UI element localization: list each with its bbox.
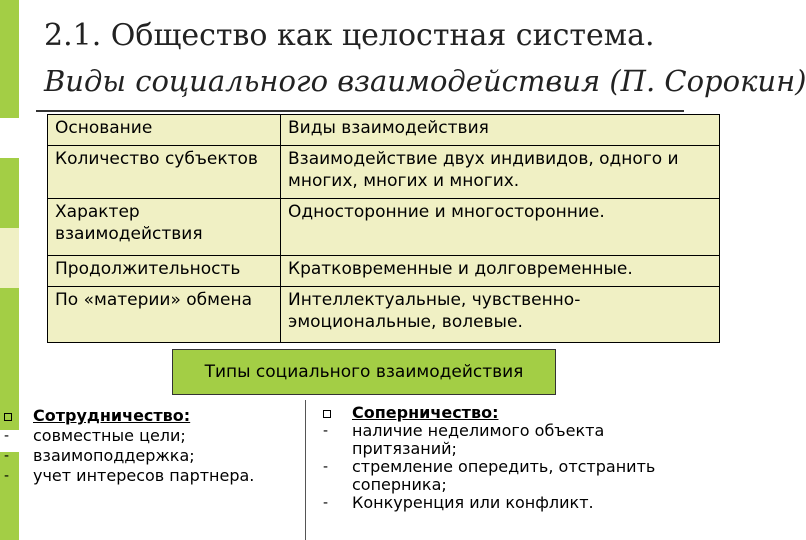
sidebar-block	[0, 118, 19, 158]
list-item	[323, 422, 693, 458]
square-bullet-icon	[4, 406, 24, 426]
dash-bullet-icon: -	[323, 459, 329, 475]
dash-bullet-icon: -	[4, 448, 10, 464]
list-item-text: наличие неделимого объекта притязаний;	[352, 421, 605, 458]
sidebar-block	[0, 228, 19, 288]
interaction-table	[47, 114, 720, 343]
list-item-text: взаимоподдержка;	[33, 446, 195, 465]
list-heading	[323, 404, 693, 422]
table-row	[48, 146, 720, 199]
list-item	[323, 494, 693, 512]
list-item	[4, 426, 300, 446]
table-cell-types: Взаимодействие двух индивидов, одного и многих, многих и многих.	[281, 146, 720, 199]
title-divider	[36, 110, 684, 112]
table-cell-basis: По «материи» обмена	[48, 287, 281, 343]
list-item	[323, 458, 693, 494]
table-cell-types: Односторонние и многосторонние.	[281, 199, 720, 256]
column-divider	[305, 400, 306, 540]
cooperation-column	[4, 406, 300, 486]
table-row	[48, 287, 720, 343]
table-cell-types: Интеллектуальные, чувственно-эмоциональные, волевые.	[281, 287, 720, 343]
list-item	[4, 466, 300, 486]
table-header-cell: Основание	[48, 115, 281, 146]
types-banner-label: Типы социального взаимодействия	[204, 362, 524, 382]
sidebar-block	[0, 288, 19, 393]
table-cell-types: Кратковременные и долговременные.	[281, 256, 720, 287]
rivalry-column	[323, 404, 693, 512]
list-item-text: стремление опередить, отстранить соперника;	[352, 457, 656, 494]
dash-bullet-icon: -	[323, 423, 329, 439]
sidebar-block	[0, 0, 19, 118]
rivalry-heading: Соперничество:	[352, 403, 499, 422]
page-subtitle: Виды социального взаимодействия (П. Сорокин)	[44, 64, 806, 98]
list-item-text: Конкуренция или конфликт.	[352, 493, 594, 512]
page-title: 2.1. Общество как целостная система.	[44, 18, 655, 53]
sidebar-block	[0, 158, 19, 228]
dash-bullet-icon: -	[323, 495, 329, 511]
dash-bullet-icon: -	[4, 468, 10, 484]
table-row	[48, 199, 720, 256]
table-cell-basis: Характер взаимодействия	[48, 199, 281, 256]
table-header-cell: Виды взаимодействия	[281, 115, 720, 146]
list-item-text: учет интересов партнера.	[33, 466, 255, 485]
types-banner	[172, 349, 556, 395]
list-item-text: совместные цели;	[33, 426, 186, 445]
table-cell-basis: Количество субъектов	[48, 146, 281, 199]
square-bullet-icon	[323, 404, 343, 422]
list-heading	[4, 406, 300, 426]
table-cell-basis: Продолжительность	[48, 256, 281, 287]
list-item	[4, 446, 300, 466]
dash-bullet-icon: -	[4, 428, 10, 444]
cooperation-heading: Сотрудничество:	[33, 406, 191, 425]
table-header-row	[48, 115, 720, 146]
table-row	[48, 256, 720, 287]
